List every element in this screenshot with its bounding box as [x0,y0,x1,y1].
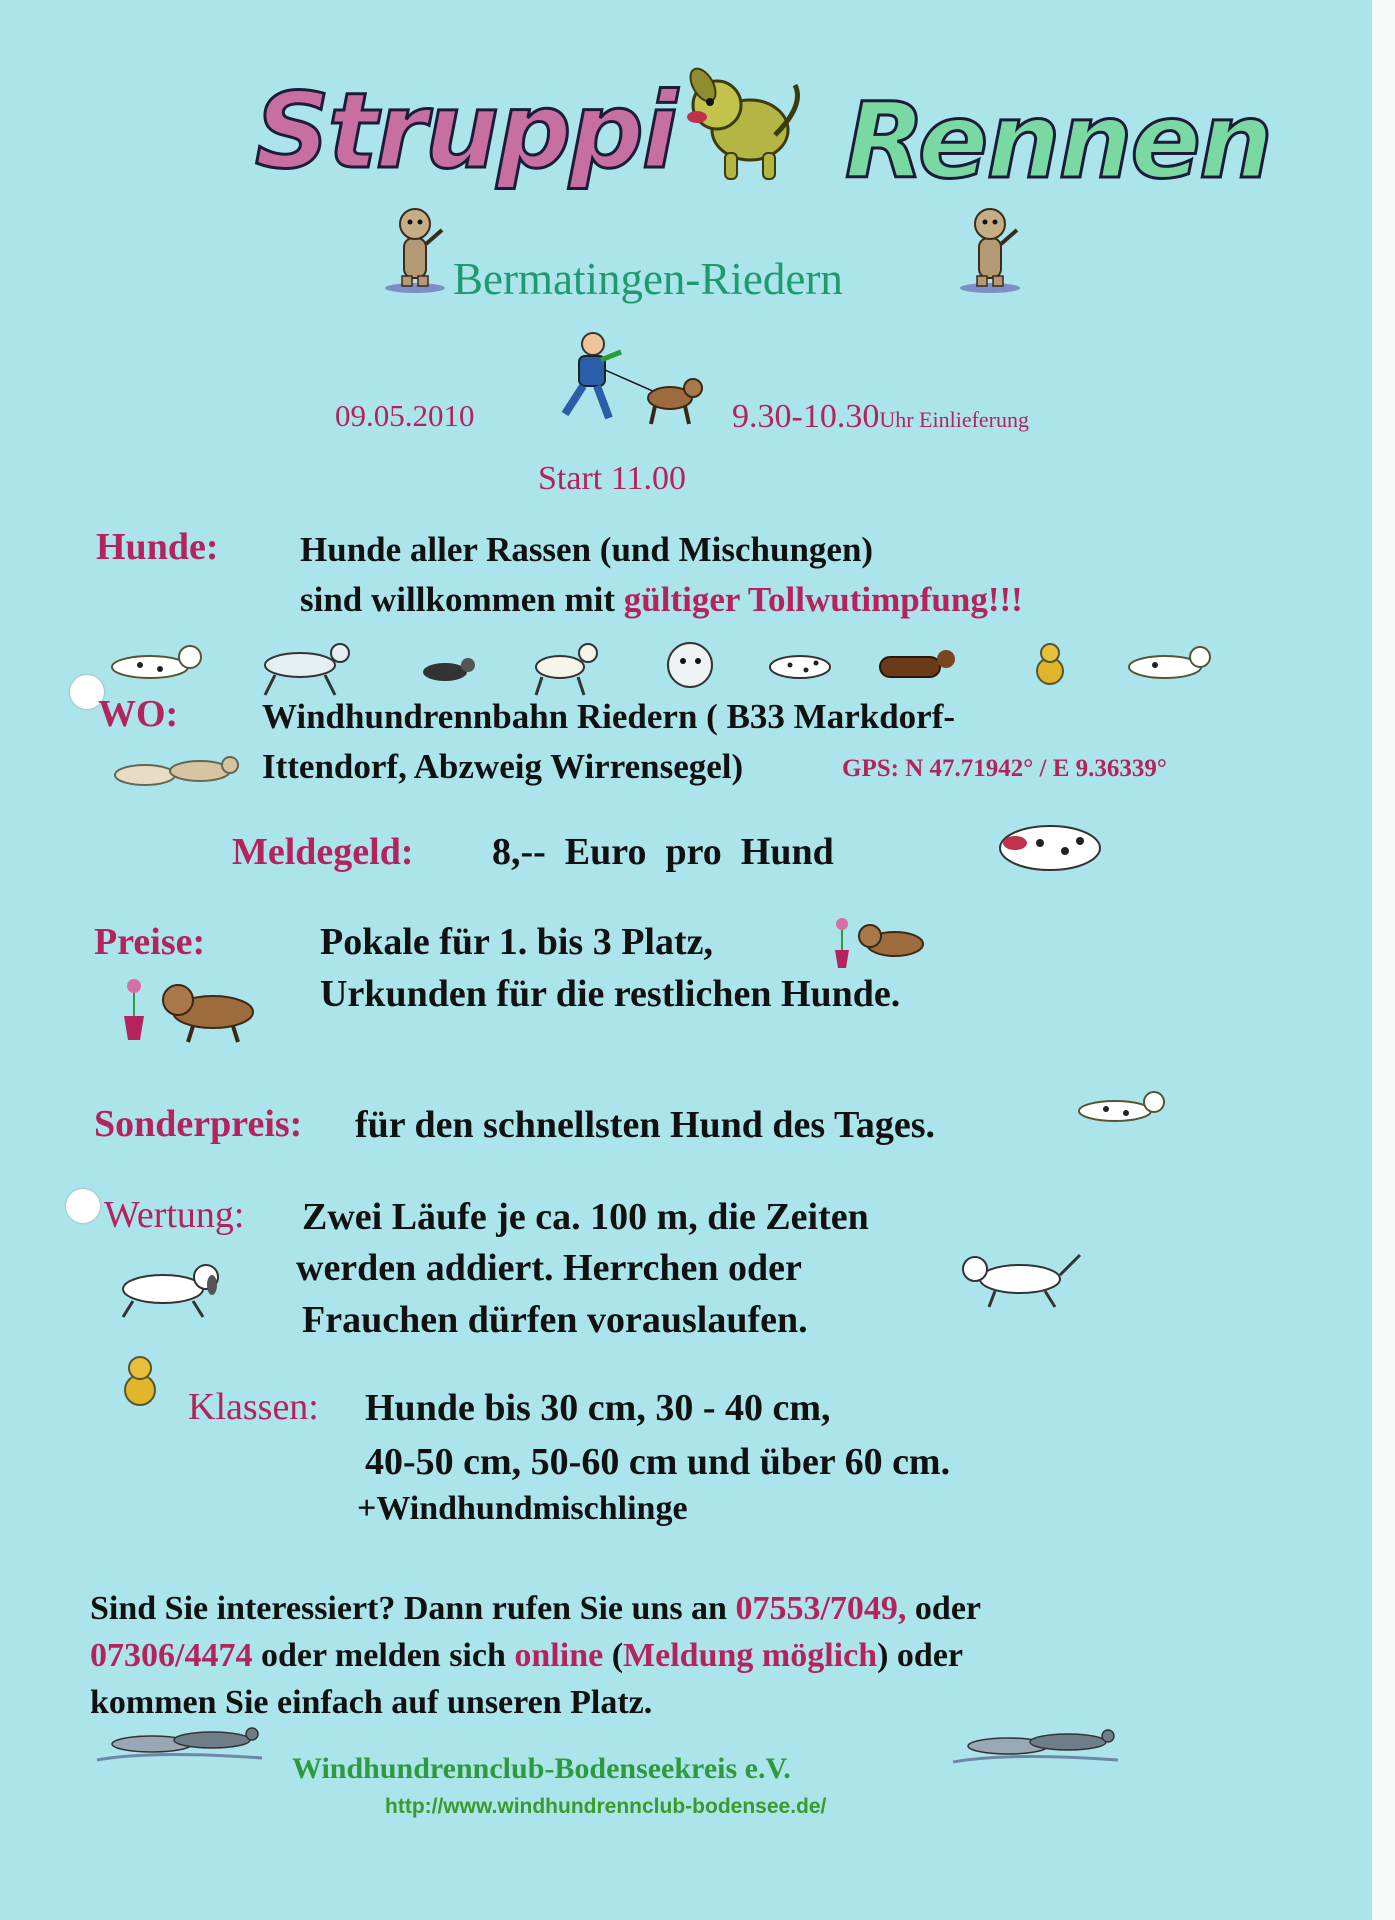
laughing-dalmatian-icon [985,803,1115,878]
klassen-label: Klassen: [188,1386,319,1428]
contact-line3: kommen Sie einfach auf unseren Platz. [90,1684,653,1721]
yellow-puppy-icon [115,1350,165,1410]
hunde-line2 [300,580,1023,620]
scan-edge [1372,0,1395,1920]
club-url[interactable]: http://www.windhundrennclub-bodensee.de/ [385,1795,827,1818]
dalmatian-running-icon [112,646,201,678]
border-collie-icon [423,658,475,681]
terrier-icon [536,644,597,695]
title-rennen: Rennen [845,80,1272,202]
walking-man-with-dog-icon [535,330,710,430]
location-title: Bermatingen-Riedern [453,254,843,304]
yellow-puppy-icon [1037,644,1063,684]
dog-row-icons [100,637,1220,697]
tollwut-highlight: gültiger Tollwutimpfung!!! [623,580,1023,619]
sonderpreis-text: für den schnellsten Hund des Tages. [355,1104,936,1146]
wertung-line2: werden addiert. Herrchen oder [296,1247,802,1289]
dalmatian-running-icon [1070,1085,1170,1135]
time-suffix: Uhr Einlieferung [879,407,1029,432]
preise-label: Preise: [94,921,206,963]
punch-hole [66,1189,100,1223]
contact-line2 [90,1637,963,1675]
standing-dog-left-icon [380,200,450,295]
spaniel-running-icon [108,1255,228,1320]
spaniel-icon [955,1245,1085,1310]
online-link: online [514,1637,604,1674]
event-date: 09.05.2010 [335,398,475,433]
wo-line1: Windhundrennbahn Riedern ( B33 Markdorf- [262,697,956,736]
hunde-label: Hunde: [96,526,219,568]
wo-line2: Ittendorf, Abzweig Wirrensegel) [262,747,744,786]
klassen-line2: 40-50 cm, 50-60 cm und über 60 cm. [365,1441,951,1483]
bulldog-icon [668,643,712,687]
event-time [732,398,1029,436]
time-range: 9.30-10.30 [732,398,880,435]
dachshund-icon [880,650,955,677]
greyhound-racing-icon [92,1720,267,1770]
preise-line2: Urkunden für die restlichen Hunde. [320,973,901,1015]
dalmatian-jumping-icon [1129,647,1210,678]
dogs-playing-icon [105,745,240,805]
meldung-text: Meldung möglich [623,1637,878,1674]
dalmatian-icon [770,656,830,678]
meldegeld-value: 8,-- Euro pro Hund [492,831,834,873]
standing-dog-right-icon [955,200,1025,295]
contact-text: oder [906,1590,982,1627]
flower-pot-dog-icon [825,910,935,970]
contact-line1 [90,1590,981,1628]
hunde-line2-text: sind willkommen mit [300,580,624,619]
flower-pot-dog-icon [118,968,268,1043]
hunde-line1: Hunde aller Rassen (und Mischungen) [300,530,874,569]
cartoon-dog-logo-icon [675,65,815,185]
wertung-line1: Zwei Läufe je ca. 100 m, die Zeiten [302,1196,869,1238]
greyhound-racing-icon [948,1722,1123,1772]
klassen-line1: Hunde bis 30 cm, 30 - 40 cm, [365,1387,831,1429]
club-name: Windhundrennclub-Bodenseekreis e.V. [292,1752,791,1785]
phone-number-1: 07553/7049, [735,1590,907,1627]
title-struppi: Struppi [255,70,676,192]
contact-text: ) oder [877,1637,964,1674]
gps-coordinates: GPS: N 47.71942° / E 9.36339° [842,755,1167,782]
wertung-line3: Frauchen dürfen vorauslaufen. [302,1299,808,1341]
start-time: Start 11.00 [538,460,686,497]
wertung-label: Wertung: [104,1194,245,1236]
meldegeld-label: Meldegeld: [232,831,414,873]
contact-text: Sind Sie interessiert? Dann rufen Sie uns an [90,1590,736,1627]
phone-number-2: 07306/4474 [90,1637,253,1674]
klassen-line3: +Windhundmischlinge [357,1490,688,1527]
wo-label: WO: [98,693,179,735]
sonderpreis-label: Sonderpreis: [94,1103,303,1145]
contact-text: oder melden sich [252,1637,515,1674]
contact-text: ( [603,1637,624,1674]
greyhound-icon [265,644,349,695]
preise-line1: Pokale für 1. bis 3 Platz, [320,921,714,963]
